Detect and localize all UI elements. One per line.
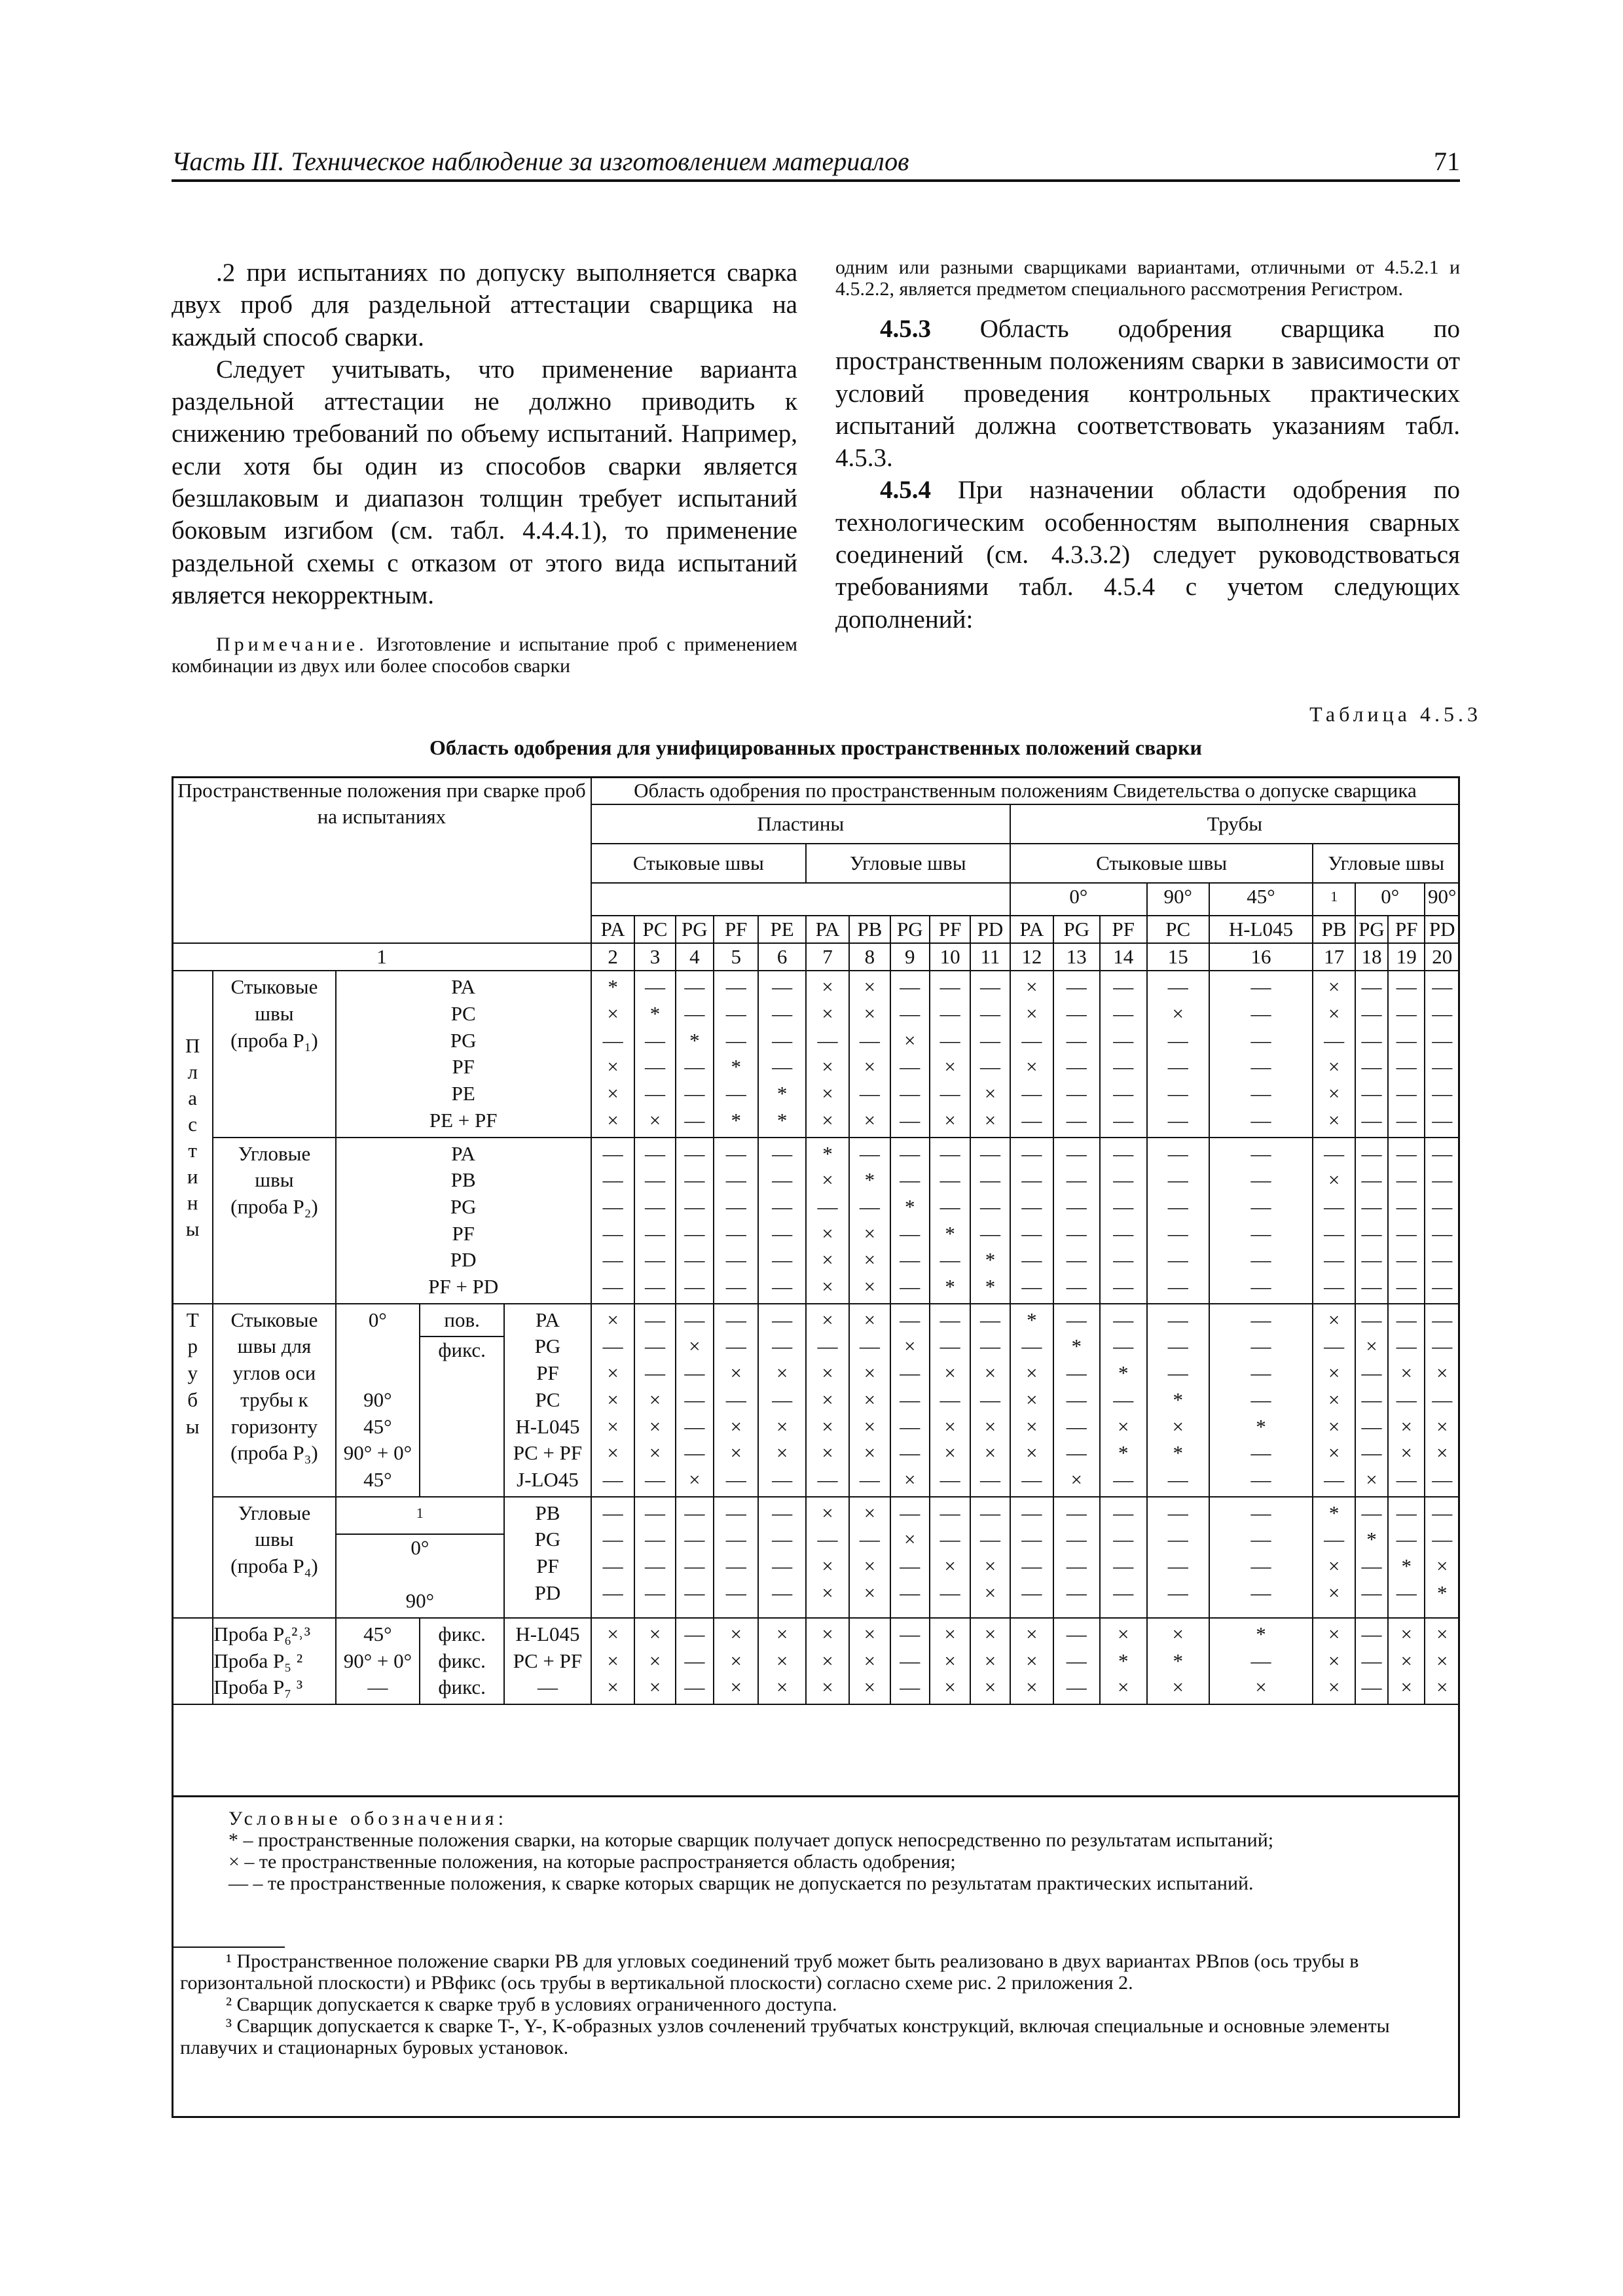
sample-p3-col-15: — — — * × * —: [1147, 1304, 1209, 1497]
sample-p3-col-20: — — × — × × —: [1425, 1304, 1459, 1497]
note-text: Изготовление и испытание проб с применением комбинации из двух или более способов сварки: [172, 634, 797, 677]
column-number-6: 6: [758, 943, 805, 971]
sample-p3-col-2: × — × × × × —: [591, 1304, 634, 1497]
sample-p2-col-15: — — — — — —: [1147, 1138, 1209, 1304]
sample-p5-col-13: — — —: [1053, 1618, 1099, 1704]
sample-p3-col-13: — * — — — — ×: [1053, 1304, 1099, 1497]
table-title: Область одобрения для унифицированных пространственных положений сварки: [429, 736, 1202, 759]
sample-p2-col-5: — — — — — —: [714, 1138, 758, 1304]
header-angle-90: 90°: [1147, 883, 1209, 916]
sample-p4-col-4: — — — —: [676, 1497, 714, 1618]
sample-p5-col-8: × × ×: [849, 1618, 890, 1704]
sample-p4-col-10: — — × —: [930, 1497, 970, 1618]
sample-p1-col-14: — — — — — —: [1100, 971, 1147, 1137]
column-number-9: 9: [890, 943, 930, 971]
sample-p2-col-10: — — — * — *: [930, 1138, 970, 1304]
sample-p3-positions: PA PG PF PC H-L045 PC + PF J-LO45: [504, 1304, 591, 1497]
position-header-9: PG: [890, 916, 930, 943]
sample-p2-label: Угловые швы (проба P₂): [213, 1138, 335, 1304]
sample-p4-col-11: — — × ×: [970, 1497, 1010, 1618]
sample-p1-label: Стыковые швы (проба P₁): [213, 971, 335, 1137]
sample-p4-col-9: — × — —: [890, 1497, 930, 1618]
sample-p5-col-7: × × ×: [806, 1618, 849, 1704]
sample-p5-col-10: × × ×: [930, 1618, 970, 1704]
column-number-19: 19: [1388, 943, 1425, 971]
sample-p5-col-19: × × ×: [1388, 1618, 1425, 1704]
header-plates-butt: Стыковые швы: [591, 844, 806, 883]
sample-p1-col-8: × × — × — ×: [849, 971, 890, 1137]
sample-p3-col-9: — × — — — — ×: [890, 1304, 930, 1497]
sample-p4-col-15: — — — —: [1147, 1497, 1209, 1618]
header-pipes-butt: Стыковые швы: [1010, 844, 1313, 883]
sample-p4-col-2: — — — —: [591, 1497, 634, 1618]
sample-p4-col-14: — — — —: [1100, 1497, 1147, 1618]
group-pipes: Т р у б ы: [172, 1304, 213, 1618]
sample-p1-col-12: × × — × — —: [1010, 971, 1053, 1137]
sample-p3-col-10: — — × — × × —: [930, 1304, 970, 1497]
sample-p4-col-5: — — — —: [714, 1497, 758, 1618]
sample-p5-col-14: × * ×: [1100, 1618, 1147, 1704]
position-header-10: PF: [930, 916, 970, 943]
clause-453: 4.5.3: [880, 315, 931, 343]
sample-p1-col-15: — × — — — —: [1147, 971, 1209, 1137]
footnote-rule: [173, 1946, 285, 1948]
position-header-2: PA: [591, 916, 634, 943]
column-number-12: 12: [1010, 943, 1053, 971]
legend-title: Условные обозначения:: [228, 1808, 508, 1829]
position-header-13: PG: [1053, 916, 1099, 943]
position-header-5: PF: [714, 916, 758, 943]
sample-p4-col-18: — * — —: [1355, 1497, 1388, 1618]
sample-p1-col-6: — — — — * *: [758, 971, 805, 1137]
sample-p3-col-7: × — × × × × —: [806, 1304, 849, 1497]
header-fillet-90: 90°: [1425, 883, 1459, 916]
column-number-4: 4: [676, 943, 714, 971]
sample-p2-col-6: — — — — — —: [758, 1138, 805, 1304]
left-paragraph-1: .2 при испытаниях по допуску выполняется сварка двух проб для раздельной аттестации сварщика на каждый способ сварки.: [172, 259, 797, 351]
header-plates-fillet: Угловые швы: [806, 844, 1010, 883]
left-column: [172, 257, 797, 677]
header-test-positions: Пространственные положения при сварке проб на испытаниях: [172, 777, 591, 943]
sample-p3-angles: 0° 90° 45° 90° + 0° 45°: [336, 1304, 420, 1497]
position-header-12: PA: [1010, 916, 1053, 943]
position-header-6: PE: [758, 916, 805, 943]
header-sup-1: 1: [1313, 883, 1355, 916]
right-paragraph-1: [835, 313, 1460, 474]
position-header-7: PA: [806, 916, 849, 943]
sample-p2-col-13: — — — — — —: [1053, 1138, 1099, 1304]
sample-p3-col-5: — — × — × × —: [714, 1304, 758, 1497]
sample-p4-angles: $^1$ 0° 90°: [336, 1497, 505, 1618]
legend-cross: × – те пространственные положения, на которые распространяется область одобрения;: [228, 1851, 956, 1873]
sample-p4-col-19: — — * —: [1388, 1497, 1425, 1618]
sample-p1-col-9: — — × — — —: [890, 971, 930, 1137]
sample-p3-col-18: — × — — — — ×: [1355, 1304, 1388, 1497]
sample-p2-col-9: — — * — — —: [890, 1138, 930, 1304]
sample-p5-col-6: × × ×: [758, 1618, 805, 1704]
sample-p3-label: Стыковые швы для углов оси трубы к горизонту (проба P₃): [213, 1304, 335, 1497]
sample-p5-col-17: × × ×: [1313, 1618, 1355, 1704]
sample-p2-col-19: — — — — — —: [1388, 1138, 1425, 1304]
column-number-10: 10: [930, 943, 970, 971]
sample-p1-col-16: — — — — — —: [1209, 971, 1313, 1137]
sample-p5-col-18: — — —: [1355, 1618, 1388, 1704]
header-pipes: Трубы: [1010, 804, 1459, 844]
header-plates: Пластины: [591, 804, 1010, 844]
clause-454: 4.5.4: [880, 476, 931, 505]
sample-p3-col-19: — — × — × × —: [1388, 1304, 1425, 1497]
sample-p2-positions: PA PB PG PF PD PF + PD: [336, 1138, 591, 1304]
sample-p5-positions: H-L045 PC + PF —: [504, 1618, 591, 1704]
sample-p1-col-17: × × — × × ×: [1313, 971, 1355, 1137]
left-note: [172, 634, 797, 677]
position-header-18: PG: [1355, 916, 1388, 943]
sample-p2-col-11: — — — — * *: [970, 1138, 1010, 1304]
column-number-8: 8: [849, 943, 890, 971]
right-paragraph-2: [835, 474, 1460, 635]
column-number-16: 16: [1209, 943, 1313, 971]
sample-p4-col-17: * — × ×: [1313, 1497, 1355, 1618]
sample-p1-col-13: — — — — — —: [1053, 971, 1099, 1137]
column-number-7: 7: [806, 943, 849, 971]
sample-p2-col-20: — — — — — —: [1425, 1138, 1459, 1304]
column-number-11: 11: [970, 943, 1010, 971]
sample-p5-label: Проба P₆²˒³ Проба P₅ ² Проба P₇ ³: [213, 1618, 335, 1704]
sample-p5-col-9: — — —: [890, 1618, 930, 1704]
position-header-11: PD: [970, 916, 1010, 943]
sample-p3-col-14: — — * — × * —: [1100, 1304, 1147, 1497]
approval-table: [172, 776, 1460, 1705]
sample-p5-col-16: * — ×: [1209, 1618, 1313, 1704]
sample-p1-col-2: * × — × × ×: [591, 971, 634, 1137]
position-header-3: PC: [634, 916, 675, 943]
sample-p1-col-3: — * — — — ×: [634, 971, 675, 1137]
column-number-18: 18: [1355, 943, 1388, 971]
column-number-13: 13: [1053, 943, 1099, 971]
sample-p2-col-17: — × — — — —: [1313, 1138, 1355, 1304]
header-angle-45: 45°: [1209, 883, 1313, 916]
sample-p1-col-18: — — — — — —: [1355, 971, 1388, 1137]
header-title: Часть III. Техническое наблюдение за изготовлением материалов: [172, 147, 909, 176]
column-number-3: 3: [634, 943, 675, 971]
sample-p1-col-19: — — — — — —: [1388, 971, 1425, 1137]
page-number: 71: [1434, 147, 1460, 176]
sample-p2-col-18: — — — — — —: [1355, 1138, 1388, 1304]
footnotes: [173, 1950, 1457, 2058]
sample-p4-col-16: — — — —: [1209, 1497, 1313, 1618]
sample-p5-col-15: × * ×: [1147, 1618, 1209, 1704]
sample-p5-mode: фикс. фикс. фикс.: [420, 1618, 504, 1704]
position-header-15: PC: [1147, 916, 1209, 943]
sample-p3-col-12: * — × × × × —: [1010, 1304, 1053, 1497]
position-header-4: PG: [676, 916, 714, 943]
sample-p2-col-2: — — — — — —: [591, 1138, 634, 1304]
column-number-15: 15: [1147, 943, 1209, 971]
sample-p2-col-8: — * — × × ×: [849, 1138, 890, 1304]
sample-p5-col-2: × × ×: [591, 1618, 634, 1704]
sample-p3-col-3: — — — × × × —: [634, 1304, 675, 1497]
sample-p4-label: Угловые швы (проба P₄): [213, 1497, 335, 1618]
column-number-1: 1: [172, 943, 591, 971]
sample-p2-col-3: — — — — — —: [634, 1138, 675, 1304]
right-continuation: одним или разными сварщиками вариантами, отличными от 4.5.2.1 и 4.5.2.2, является предметом специального рассмотрения Регистром.: [835, 257, 1460, 300]
sample-p4-col-13: — — — —: [1053, 1497, 1099, 1618]
sample-p3-col-16: — — — — * — —: [1209, 1304, 1313, 1497]
column-number-14: 14: [1100, 943, 1147, 971]
sample-p4-col-20: — — × *: [1425, 1497, 1459, 1618]
sample-p5-col-4: — — —: [676, 1618, 714, 1704]
legend-box: [172, 1797, 1460, 2118]
page-header: [172, 145, 1460, 182]
legend-star: * – пространственные положения сварки, на которые сварщик получает допуск непосредственно по результатам испытаний;: [228, 1829, 1274, 1851]
sample-p1-col-7: × × — × × ×: [806, 971, 849, 1137]
position-header-17: PB: [1313, 916, 1355, 943]
sample-p2-col-12: — — — — — —: [1010, 1138, 1053, 1304]
sample-p1-col-4: — — * — — —: [676, 971, 714, 1137]
group-special-blank: [172, 1618, 213, 1704]
sample-p3-mode: пов. фикс.: [420, 1304, 504, 1497]
header-pipes-fillet: Угловые швы: [1313, 844, 1459, 883]
sample-p4-col-7: × — × ×: [806, 1497, 849, 1618]
position-header-20: PD: [1425, 916, 1459, 943]
header-fillet-0: 0°: [1355, 883, 1425, 916]
column-number-20: 20: [1425, 943, 1459, 971]
sample-p5-col-3: × × ×: [634, 1618, 675, 1704]
position-header-8: PB: [849, 916, 890, 943]
note-label: Примечание.: [216, 634, 368, 656]
sample-p1-col-11: — — — — × ×: [970, 971, 1010, 1137]
legend: [228, 1808, 1433, 1894]
clause-453-text: Область одобрения сварщика по пространственным положениям сварки в зависимости от условий проведения контрольных практических испытаний должна соответствовать указаниям табл. 4.5.3.: [835, 315, 1461, 473]
sample-p3-col-11: — — × — × × —: [970, 1304, 1010, 1497]
sample-p4-col-3: — — — —: [634, 1497, 675, 1618]
sample-p3-col-4: — × — — — — ×: [676, 1304, 714, 1497]
footnote-2: ² Сварщик допускается к сварке труб в условиях ограниченного доступа.: [226, 1994, 837, 2015]
sample-p5-col-5: × × ×: [714, 1618, 758, 1704]
sample-p2-col-7: * × — × × ×: [806, 1138, 849, 1304]
sample-p1-positions: PA PC PG PF PE PE + PF: [336, 971, 591, 1137]
sample-p3-col-17: × — × × × × —: [1313, 1304, 1355, 1497]
position-header-16: H-L045: [1209, 916, 1313, 943]
sample-p5-col-12: × × ×: [1010, 1618, 1053, 1704]
sample-p2-col-16: — — — — — —: [1209, 1138, 1313, 1304]
sample-p3-col-8: × — × × × × —: [849, 1304, 890, 1497]
table-number: Таблица 4.5.3: [1309, 702, 1482, 726]
right-column: [835, 257, 1460, 636]
spacer-plates: [591, 883, 1010, 916]
sample-p1-col-10: — — — × — ×: [930, 971, 970, 1137]
sample-p5-col-20: × × ×: [1425, 1618, 1459, 1704]
sample-p2-col-14: — — — — — —: [1100, 1138, 1147, 1304]
column-number-17: 17: [1313, 943, 1355, 971]
clause-454-text: При назначении области одобрения по технологическим особенностям выполнения сварных соединений (см. 4.3.3.2) следует руководствоваться требованиями табл. 4.5.4 с учетом следующих дополнений:: [835, 476, 1460, 634]
sample-p4-col-6: — — — —: [758, 1497, 805, 1618]
sample-p1-col-5: — — — * — *: [714, 971, 758, 1137]
footnote-3: ³ Сварщик допускается к сварке T-, Y-, K-образных узлов сочленений трубчатых конструкций, включая специальные и основные элементы плавучих и стационарных буровых установок.: [180, 2015, 1390, 2058]
sample-p3-col-6: — — × — × × —: [758, 1304, 805, 1497]
sample-p1-col-20: — — — — — —: [1425, 971, 1459, 1137]
sample-p5-col-11: × × ×: [970, 1618, 1010, 1704]
column-number-2: 2: [591, 943, 634, 971]
sample-p4-positions: PB PG PF PD: [504, 1497, 591, 1618]
header-approval-range: Область одобрения по пространственным положениям Свидетельства о допуске сварщика: [591, 777, 1459, 804]
legend-dash: — – те пространственные положения, к сварке которых сварщик не допускается по результатам практических испытаний.: [228, 1873, 1254, 1894]
column-number-5: 5: [714, 943, 758, 971]
position-header-19: PF: [1388, 916, 1425, 943]
header-angle-0: 0°: [1010, 883, 1147, 916]
left-paragraph-2: Следует учитывать, что применение варианта раздельной аттестации не должно приводить к снижению требований по объему испытаний. Например, если хотя бы один из способов сварки является безшлаковым и диапазон толщин требует испытаний боковым изгибом (см. табл. 4.4.4.1), то применение раздельной схемы с отказом от этого вида испытаний является некорректным.: [172, 355, 797, 609]
sample-p4-col-12: — — — —: [1010, 1497, 1053, 1618]
footnote-1: ¹ Пространственное положение сварки PB для угловых соединений труб может быть реализовано в двух вариантах PBпов (ось трубы в горизонтальной плоскости) и PBфикс (ось трубы в вертикальной плоскости) согласно схеме рис. 2 приложения 2.: [180, 1950, 1359, 1994]
sample-p5-angles: 45° 90° + 0° —: [336, 1618, 420, 1704]
group-plates: П л а с т и н ы: [172, 971, 213, 1303]
sample-p2-col-4: — — — — — —: [676, 1138, 714, 1304]
position-header-14: PF: [1100, 916, 1147, 943]
sample-p4-col-8: × — × ×: [849, 1497, 890, 1618]
